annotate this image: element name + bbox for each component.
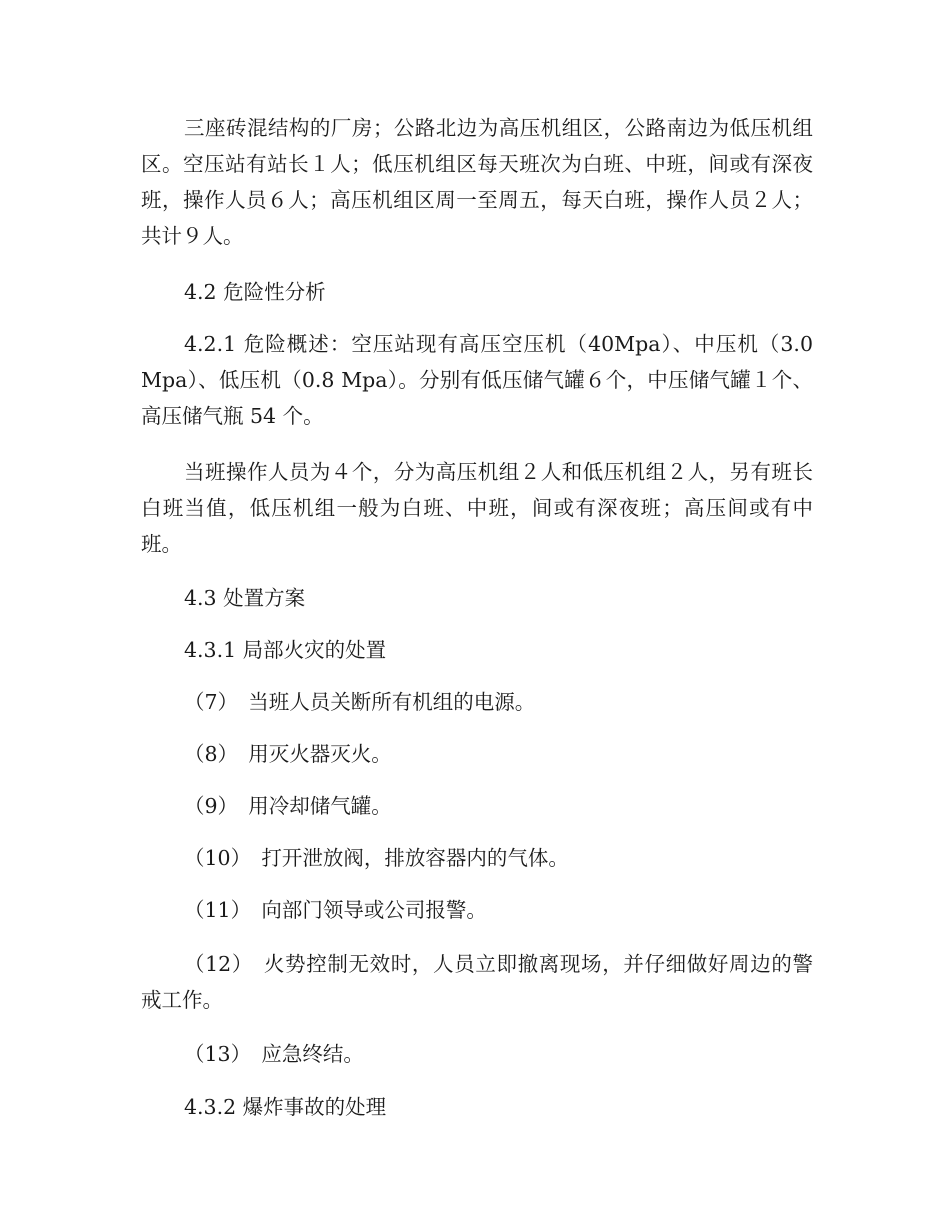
subsection-heading-4-3-1: 4.3.1 局部火灾的处置 bbox=[184, 638, 387, 662]
list-item-8: （8） 用灭火器灭火。 bbox=[184, 742, 392, 766]
paragraph-plant-layout: 三座砖混结构的厂房；公路北边为高压机组区，公路南边为低压机组区。空压站有站长１人；低压机组区每天班次为白班、中班，间或有深夜班，操作人员６人；高压机组区周一至周五，每天白班，操作人员２人；共计９人。 bbox=[141, 116, 813, 248]
subsection-heading-4-3-2: 4.3.2 爆炸事故的处理 bbox=[184, 1095, 387, 1119]
list-item-12: （12） 火势控制无效时，人员立即撤离现场，并仔细做好周边的警戒工作。 bbox=[141, 952, 813, 1012]
list-item-13: （13） 应急终结。 bbox=[184, 1042, 364, 1066]
section-heading-4-2: 4.2 危险性分析 bbox=[184, 280, 326, 304]
list-item-7: （7） 当班人员关断所有机组的电源。 bbox=[184, 690, 536, 714]
section-heading-4-3: 4.3 处置方案 bbox=[184, 586, 306, 610]
list-item-11: （11） 向部门领导或公司报警。 bbox=[184, 898, 487, 922]
list-item-10: （10） 打开泄放阀，排放容器内的气体。 bbox=[184, 846, 569, 870]
paragraph-hazard-overview: 4.2.1 危险概述：空压站现有高压空压机（40Mpa）、中压机（3.0 Mpa）、低压机（0.8 Mpa）。分别有低压储气罐６个，中压储气罐１个、高压储气瓶 54 个。 bbox=[141, 332, 813, 428]
paragraph-shift-staff: 当班操作人员为４个，分为高压机组２人和低压机组２人，另有班长白班当值，低压机组一般为白班、中班，间或有深夜班；高压间或有中班。 bbox=[141, 460, 813, 556]
list-item-9: （9） 用冷却储气罐。 bbox=[184, 794, 392, 818]
